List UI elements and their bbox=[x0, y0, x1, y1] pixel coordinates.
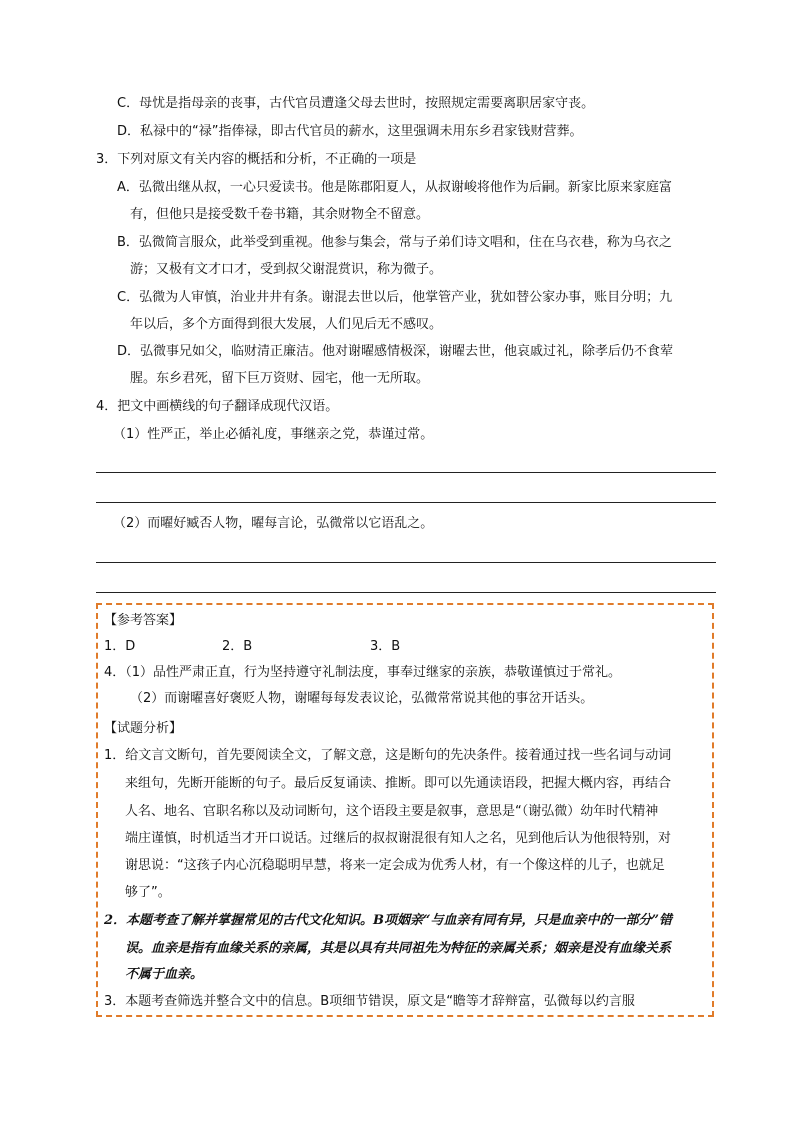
q3-option-c-line2: 年以后，多个方面得到很大发展，人们见后无不感叹。 bbox=[130, 317, 443, 332]
q4-sentence-1: （1）性严正，举止必循礼度，事继亲之党，恭谨过常。 bbox=[113, 427, 434, 442]
q3-option-a-line1: A．弘微出继从叔，一心只爱读书。他是陈郡阳夏人，从叔谢峻将他作为后嗣。新家比原来家庭富 bbox=[117, 180, 672, 195]
analysis-heading: 【试题分析】 bbox=[104, 721, 183, 736]
analysis-1-line4: 端庄谨慎，时机适当才开口说话。过继后的叔叔谢混很有知人之名，见到他后认为他很特别，对 bbox=[125, 831, 672, 846]
q3-option-c-line1: C．弘微为人审慎，治业井井有条。谢混去世以后，他掌管产业，犹如替公家办事，账目分明；九 bbox=[117, 290, 673, 305]
answer-4-part2: （2）而谢曜喜好褒贬人物，谢曜每每发表议论，弘微常常说其他的事岔开话头。 bbox=[130, 691, 594, 706]
analysis-1-line2: 来组句，先断开能断的句子。最后反复诵读、推断。即可以先通读语段，把握大概内容，再结合 bbox=[125, 776, 672, 791]
analysis-2-line1: 2．本题考查了解并掌握常见的古代文化知识。B项姻亲“与血亲有同有异，只是血亲中的一部分”错 bbox=[104, 913, 672, 928]
answer-2: 2．B bbox=[222, 639, 253, 654]
q4-sentence-2: （2）而曜好臧否人物，曜每言论，弘微常以它语乱之。 bbox=[113, 516, 434, 531]
analysis-1-line6: 够了”。 bbox=[125, 885, 171, 900]
analysis-2-line3: 不属于血亲。 bbox=[125, 967, 204, 982]
q3-option-b-line1: B．弘微简言服众，此举受到重视。他参与集会，常与子弟们诗文唱和，住在乌衣巷，称为乌衣之 bbox=[117, 235, 672, 250]
answer-line[interactable] bbox=[96, 592, 716, 593]
answer-1: 1．D bbox=[104, 639, 136, 654]
answer-4-part1: 4．（1）品性严肃正直，行为坚持遵守礼制法度，事奉过继家的亲族，恭敬谨慎过于常礼。 bbox=[104, 665, 622, 680]
analysis-1-line3: 人名、地名、官职名称以及动词断句，这个语段主要是叙事，意思是“（谢弘微）幼年时代精神 bbox=[125, 804, 659, 819]
analysis-3-line1: 3．本题考查筛选并整合文中的信息。B项细节错误，原文是“瞻等才辞辩富，弘微每以约言服 bbox=[104, 994, 635, 1009]
analysis-1-line5: 谢思说：“这孩子内心沉稳聪明早慧，将来一定会成为优秀人材，有一个像这样的儿子，也就足 bbox=[125, 858, 665, 873]
q3-option-b-line2: 游；又极有文才口才，受到叔父谢混赏识，称为微子。 bbox=[130, 262, 443, 277]
answer-3: 3．B bbox=[370, 639, 401, 654]
q2-option-c: C．母忧是指母亲的丧事，古代官员遭逢父母去世时，按照规定需要离职居家守丧。 bbox=[117, 96, 595, 111]
q3-option-d-line1: D．弘微事兄如父，临财清正廉洁。他对谢曜感情极深，谢曜去世，他哀戚过礼，除孝后仍不食荤 bbox=[117, 344, 674, 359]
q3-stem: 3．下列对原文有关内容的概括和分析，不正确的一项是 bbox=[96, 152, 417, 167]
q4-stem: 4．把文中画横线的句子翻译成现代汉语。 bbox=[96, 399, 339, 414]
answer-line[interactable] bbox=[96, 472, 716, 473]
answer-heading: 【参考答案】 bbox=[104, 613, 183, 628]
answer-line[interactable] bbox=[96, 502, 716, 503]
analysis-1-line1: 1．给文言文断句，首先要阅读全文，了解文意，这是断句的先决条件。接着通过找一些名词与动词 bbox=[104, 748, 672, 763]
q3-option-d-line2: 腥。东乡君死，留下巨万资财、园宅，他一无所取。 bbox=[130, 371, 430, 386]
q3-option-a-line2: 有，但他只是接受数千卷书籍，其余财物全不留意。 bbox=[130, 207, 430, 222]
q2-option-d: D．私禄中的“禄”指俸禄，即古代官员的薪水，这里强调未用东乡君家钱财营葬。 bbox=[117, 124, 583, 139]
answer-line[interactable] bbox=[96, 562, 716, 563]
analysis-2-line2: 误。血亲是指有血缘关系的亲属，其是以具有共同祖先为特征的亲属关系；姻亲是没有血缘关系 bbox=[125, 941, 672, 956]
